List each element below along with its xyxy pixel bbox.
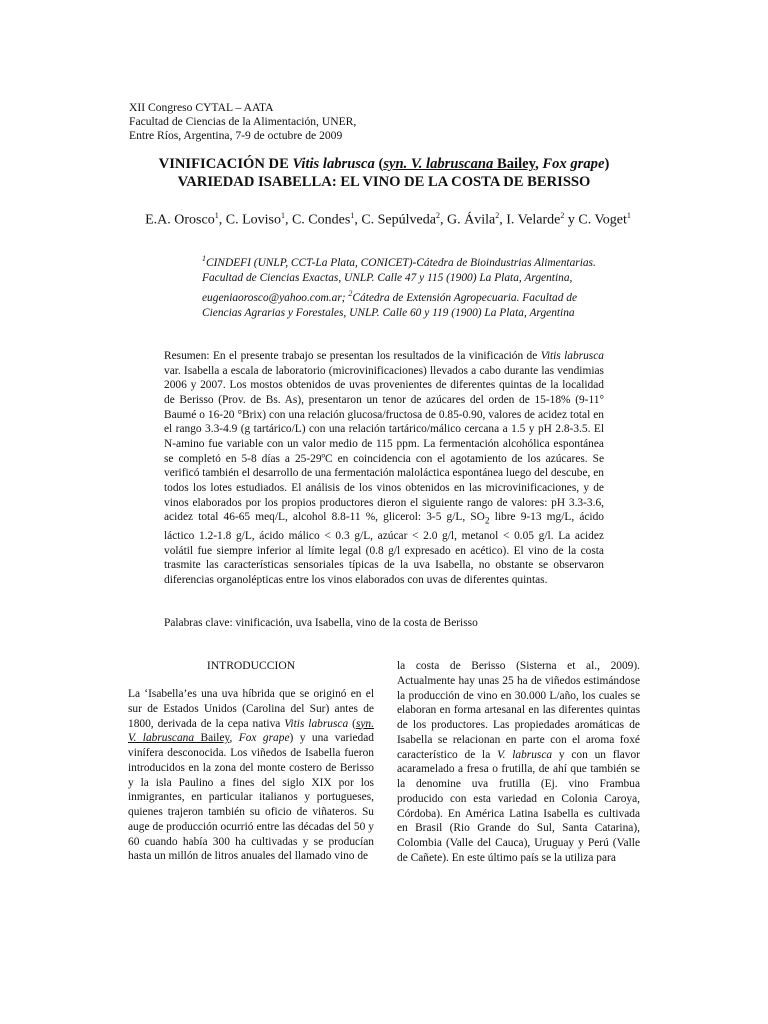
abstract-part: var. Isabella a escala de laboratorio (microvinificaciones) llevados a cabo durante las vendimias 2006 y 2007. Los mostos obtenidos de uvas provenientes de diferentes quintas de la localidad de Berisso (Prov. de Bs. As), presentaron un tenor de azúcares del orden de 15-18% (9-11° Baumé o 16-20 °Brix) con una relación glucosa/fructosa de 0.85-0.90, valores de acidez total en el rango 3.3-4.9 (g tartárico/L) con una relación tartárico/málico cercana a 1.5 y pH 2.8-3.5. El N-amino fue variable con un valor medio de 115 ppm. La fermentación alcohólica espontánea se completó en 5-8 días a 25-29ºC en coincidencia con el agotamiento de los azúcares. Se verificó también el desarrollo de una fermentación maloláctica espontánea luego del descube, en todos los lotes estudiados. El análisis de los vinos obtenidos en las microvinificaciones, y de vinos elaborados por los propios productores dieron el siguiente rango de valores: pH 3.3-3.6, acidez total 46-65 meq/L, alcohol 8.8-11 %, glicerol: 3-5 g/L, SO [164,364,604,524]
author-separator: y [564,212,579,228]
title-synonym-name: syn. V. labruscana [383,156,494,172]
author-name: I. Velarde [506,212,561,228]
author-list [128,206,648,230]
affiliation-1: CINDEFI (UNLP, CCT-La Plata, CONICET)-Cátedra de Bioindustrias Alimentarias. Facultad de Ciencias Exactas, UNLP. Calle 47 y 115 (1900) La Plata, Argentina, eugeniaorosco@yahoo.com.ar; [202,256,596,305]
author-name: G. Ávila [446,212,496,228]
intro-species: V. labrusca [497,748,553,761]
affiliation-marker: 2 [348,289,353,299]
abstract-part: libre 9-13 mg/L, ácido láctico 1.2-1.8 g/L, ácido málico < 0.3 g/L, azúcar < 2.0 g/l, metanol < 0.05 g/l. La acidez volátil fue siempre inferior al límite legal (0.8 g/l expresado en acético). El vino de la costa trasmite las características sensoriales típicas de la uva Isabella, no obstante se observaron diferencias organolépticas entre los vinos elaborados con uvas de diferentes quintas. [164,511,604,587]
author-separator: , [218,212,226,228]
intro-synonym-author: Bailey [194,732,230,745]
header-line-1: XII Congreso CYTAL – AATA [129,101,274,114]
intro-paragraph [128,687,374,864]
intro-text: La ‘Isabella’es una uva híbrida que se originó en el sur de Estados Unidos (Carolina del Sur) antes de 1800, derivada de la cepa nativa [128,688,374,730]
author-affiliation-marker: 2 [435,211,440,220]
affiliation-2: Cátedra de Extensión Agropecuaria. Facultad de Ciencias Agrarias y Forestales, UNLP. Calle 60 y 119 (1900) La Plata, Argentina [202,292,578,320]
author-separator: , [439,212,447,228]
title-text: VINIFICACIÓN DE [158,156,293,172]
column-left [128,687,374,864]
abstract-part: Resumen: En el presente trabajo se presentan los resultados de la vinificación de [164,350,541,362]
author-name: E.A. Orosco [145,212,215,228]
author-affiliation-marker: 1 [214,211,219,220]
abstract-subscript: 2 [484,516,490,527]
author-name: C. Sepúlveda [361,212,436,228]
title-common-name: Fox grape [542,156,605,172]
author-separator: , [354,212,362,228]
author-separator: , [499,212,507,228]
title-line-1 [110,155,658,173]
abstract [164,349,604,588]
header-line-3: Entre Ríos, Argentina, 7-9 de octubre de 2009 [129,129,343,142]
author-name: C. Loviso [225,212,281,228]
keywords: Palabras clave: vinificación, uva Isabella, vino de la costa de Berisso [164,617,478,629]
intro-paragraph-continued [397,659,640,866]
intro-synonym-name: syn. V. labruscana [128,717,374,745]
paper-title [110,155,658,191]
intro-text: la costa de Berisso (Sisterna et al., 2009). Actualmente hay unas 25 ha de viñedos estimándose la producción de vino en 30.000 L/año, los cuales se elaboran en forma artesanal en las diferentes quintas de los productores. Las propiedades aromáticas de Isabella se relacionan en parte con el aroma foxé característico de la [397,660,640,761]
intro-text: y con un flavor acaramelado a fresa o frutilla, de ahí que también se la denomine uva frutilla (Ej. vino Frambua producido con esta variedad en Colonia Caroya, Córdoba). En América Latina Isabella es cultivada en Brasil (Rio Grande do Sul, Santa Catarina), Colombia (Valle del Cauca), Uruguay y Perú (Valle de Cañete). En este último país se la utiliza para [397,748,640,864]
author-separator: , [284,212,292,228]
intro-text: ) y una variedad vinífera desconocida. Los viñedos de Isabella fueron introducidos en la zona del monte costero de Berisso y la isla Paulino a fines del siglo XIX por los inmigrantes, en particular italianos y portugueses, quienes trajeron también su oficio de viñateros. Su auge de producción ocurrió entre las décadas del 50 y 60 cuando había 300 ha cultivadas y se producían hasta un millón de litros anuales del llamado vino de [128,732,374,863]
author-name: C. Voget [578,212,627,228]
conference-header [129,101,389,143]
affiliation-marker: 1 [202,254,206,263]
title-synonym [383,156,535,172]
intro-text: , [229,732,239,745]
title-text: , [535,156,543,172]
title-text: ( [374,156,384,172]
title-synonym-author: Bailey [493,156,536,172]
author-affiliation-marker: 2 [495,211,500,220]
intro-species: Vitis labrusca [284,717,349,730]
affiliations [202,251,610,322]
abstract-text [164,349,604,588]
title-line-2: VARIEDAD ISABELLA: EL VINO DE LA COSTA DE BERISSO [177,174,591,190]
author-affiliation-marker: 1 [626,211,631,220]
title-text: ) [604,156,610,172]
section-heading-introduction: INTRODUCCION [206,659,296,672]
intro-common-name: Fox grape [238,732,290,745]
author-affiliation-marker: 1 [280,211,285,220]
column-right [397,659,640,866]
intro-text: ( [348,717,356,730]
author-affiliation-marker: 2 [560,211,565,220]
header-line-2: Facultad de Ciencias de la Alimentación, UNER, [129,115,357,128]
author-affiliation-marker: 1 [350,211,355,220]
author-name: C. Condes [291,212,351,228]
abstract-species: Vitis labrusca [540,350,604,362]
title-species: Vitis labrusca [292,156,375,172]
